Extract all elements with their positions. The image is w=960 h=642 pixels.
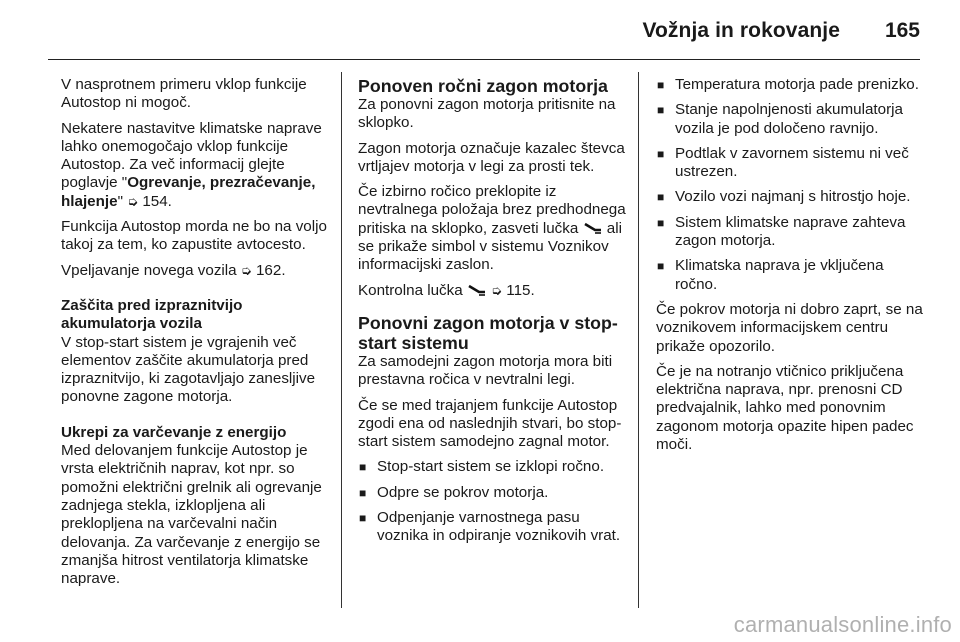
bullet-icon: ■ bbox=[657, 190, 665, 205]
paragraph: Če je na notranjo vtičnico priključena električna naprava, npr. prenosni CD predvajalnik, lahko med ponovnim zagonom motorja opazite hipen padec moči. bbox=[656, 362, 914, 454]
page-reference[interactable]: 115. bbox=[506, 281, 535, 299]
paragraph: Če pokrov motorja ni dobro zaprt, se na voznikovem informacijskem centru prikaže opozorilo. bbox=[656, 300, 923, 355]
bullet-list bbox=[358, 458, 628, 545]
list-item: ■ Stop-start sistem se izklopi ročno. bbox=[359, 458, 605, 476]
list-item: ■ Odpenjanje varnostnega pasu voznika in odpiranje voznikovih vrat. bbox=[359, 509, 621, 545]
header-divider bbox=[48, 59, 920, 60]
column-divider bbox=[341, 72, 342, 608]
page-reference[interactable]: 154. bbox=[142, 192, 172, 210]
paragraph: Za ponovni zagon motorja pritisnite na sklopko. bbox=[358, 96, 616, 132]
page-number: 165 bbox=[884, 19, 920, 42]
bullet-list bbox=[656, 76, 926, 294]
section-heading: Ponovni zagon motorja v stop-start sistemu bbox=[358, 312, 618, 353]
bullet-icon: ■ bbox=[657, 78, 665, 92]
chapter-title: Vožnja in rokovanje bbox=[642, 19, 840, 42]
list-item: ■ Stanje napolnjenosti akumulatorja vozila je pod določeno ravnijo. bbox=[657, 101, 903, 137]
bullet-icon: ■ bbox=[657, 146, 665, 161]
paragraph: Če se med trajanjem funkcije Autostop zgodi ena od naslednjih stvari, bo stop-start sistem samodejno zagnal motor. bbox=[358, 396, 622, 451]
page-reference-icon: ➭ bbox=[240, 262, 252, 278]
paragraph: Če izbirno ročico preklopite iz nevtralnega položaja brez predhodnega pritiska na sklopko, zasveti lučka ali se prikaže simbol v sistemu Voznikov informacijski zaslon. bbox=[358, 183, 626, 274]
bullet-icon: ■ bbox=[657, 215, 665, 230]
list-item: ■ Vozilo vozi najmanj s hitrostjo hoje. bbox=[657, 188, 911, 206]
page-header bbox=[0, 0, 960, 60]
list-item: ■ Odpre se pokrov motorja. bbox=[359, 483, 549, 501]
paragraph: Funkcija Autostop morda ne bo na voljo takoj za tem, ko zapustite avtocesto. bbox=[61, 218, 327, 254]
paragraph: V stop-start sistem je vgrajenih več elementov zaščite akumulatorja pred izpraznitvijo, ki zagotavljajo zanesljive ponovne zagone motorja. bbox=[61, 333, 316, 406]
list-item: ■ Sistem klimatske naprave zahteva zagon motorja. bbox=[657, 213, 906, 250]
stop-start-warning-lamp-icon bbox=[583, 222, 603, 234]
paragraph: Vpeljavanje novega vozila ➭ 162. bbox=[61, 261, 286, 279]
list-item: ■ Podtlak v zavornem sistemu ni več ustrezen. bbox=[657, 144, 909, 181]
section-heading: Ponoven ročni zagon motorja bbox=[358, 76, 608, 96]
bullet-icon: ■ bbox=[359, 485, 367, 500]
list-item: ■ Temperatura motorja pade prenizko. bbox=[657, 76, 919, 93]
list-item: ■ Klimatska naprava je vključena ročno. bbox=[657, 257, 884, 293]
section-heading: Ukrepi za varčevanje z energijo bbox=[61, 423, 287, 441]
paragraph: Med delovanjem funkcije Autostop je vrsta električnih naprav, kot npr. so pomožni električni grelnik ali ogrevanje zadnjega stekla, izklopljena ali preklopljena na varčevalni način delovanja. Za varčevanje z energijo se zmanjša hitrost ventilatorja klimatske naprave. bbox=[61, 442, 322, 588]
watermark: carmanualsonline.info bbox=[733, 612, 952, 637]
paragraph: Za samodejni zagon motorja mora biti prestavna ročica v nevtralni legi. bbox=[358, 352, 613, 389]
cross-reference-title: Ogrevanje, prezračevanje, hlajenje bbox=[61, 174, 316, 210]
column-divider bbox=[638, 72, 639, 608]
page-reference[interactable]: 162. bbox=[255, 261, 286, 279]
bullet-icon: ■ bbox=[657, 259, 665, 274]
stop-start-warning-lamp-icon bbox=[467, 284, 487, 296]
page-reference-icon: ➭ bbox=[491, 282, 503, 298]
paragraph: V nasprotnem primeru vklop funkcije Autostop ni mogoč. bbox=[61, 76, 307, 112]
page-reference-icon: ➭ bbox=[127, 193, 139, 209]
column-left bbox=[61, 76, 331, 595]
bullet-icon: ■ bbox=[359, 460, 367, 475]
paragraph: Kontrolna lučka ➭ 115. bbox=[358, 281, 535, 299]
column-right bbox=[656, 76, 926, 461]
column-middle bbox=[358, 76, 628, 553]
paragraph: Zagon motorja označuje kazalec števca vrtljajev motorja v legi za prosti tek. bbox=[358, 139, 625, 175]
bullet-icon: ■ bbox=[359, 511, 367, 526]
paragraph: Nekatere nastavitve klimatske naprave lahko onemogočajo vklop funkcije Autostop. Za več informacij glejte poglavje "Ogrevanje, prezračevanje, hlajenje" ➭ 154. bbox=[61, 119, 322, 210]
section-heading: Zaščita pred izpraznitvijo akumulatorja vozila bbox=[61, 296, 243, 333]
bullet-icon: ■ bbox=[657, 103, 665, 118]
